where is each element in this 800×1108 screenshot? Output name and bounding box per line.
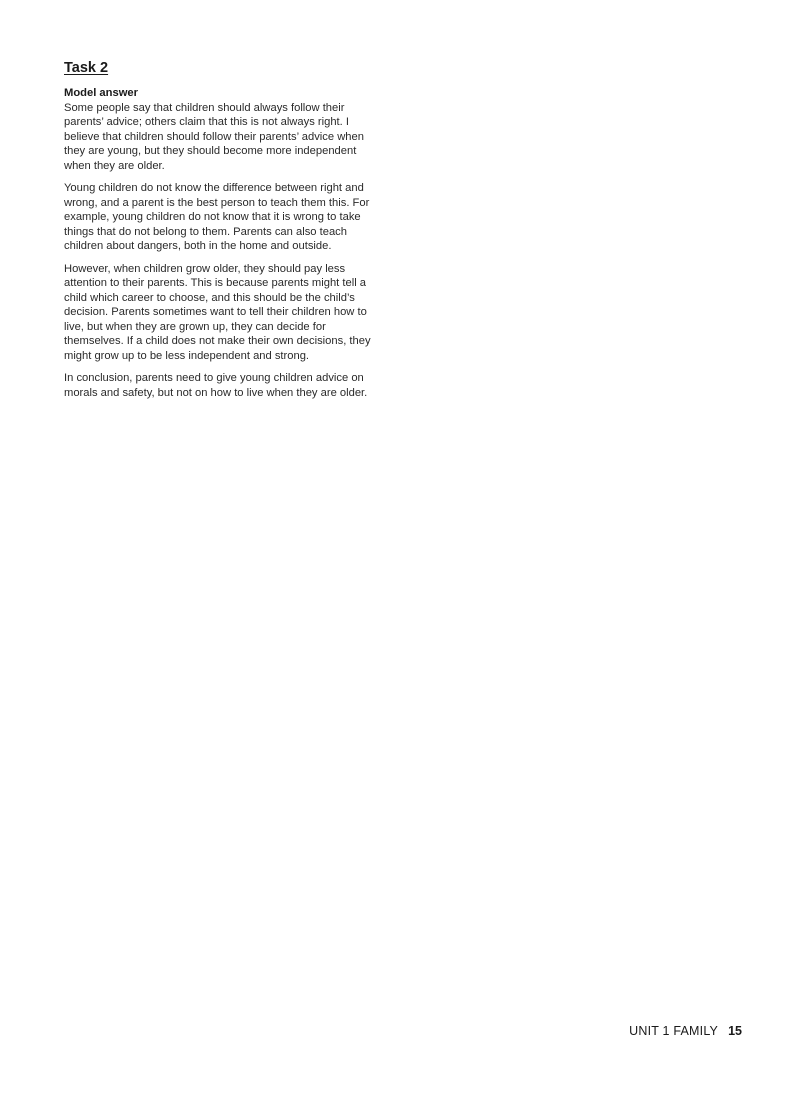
paragraph-conclusion: In conclusion, parents need to give young children advice on morals and safety, but not on how to live when they are older. [64, 372, 368, 399]
page-footer [629, 1023, 742, 1039]
paragraph-older-children: However, when children grow older, they should pay less attention to their parents. This is because parents might tell a child which career to choose, and this should be the child’s decision. Parents sometimes want to tell their children how to live, but when they are grown up, they can decide for themselves. If a child does not make their own decisions, they might grow up to be less independent and strong. [64, 262, 371, 362]
task-section [64, 58, 382, 408]
model-answer-heading: Model answer [64, 87, 138, 99]
paragraph-intro: Some people say that children should always follow their parents’ advice; others claim that this is not always right. I believe that children should follow their parents’ advice when they are young, but they should become more independent when they are older. [64, 101, 364, 172]
paragraph-young-children: Young children do not know the difference between right and wrong, and a parent is the best person to teach them this. For example, young children do not know that it is wrong to take things that do not belong to them. Parents can also teach children about dangers, both in the home and outside. [64, 182, 370, 252]
task-title: Task 2 [64, 60, 109, 76]
page-number: 15 [728, 1024, 742, 1038]
unit-label: UNIT 1 FAMILY [629, 1024, 719, 1038]
